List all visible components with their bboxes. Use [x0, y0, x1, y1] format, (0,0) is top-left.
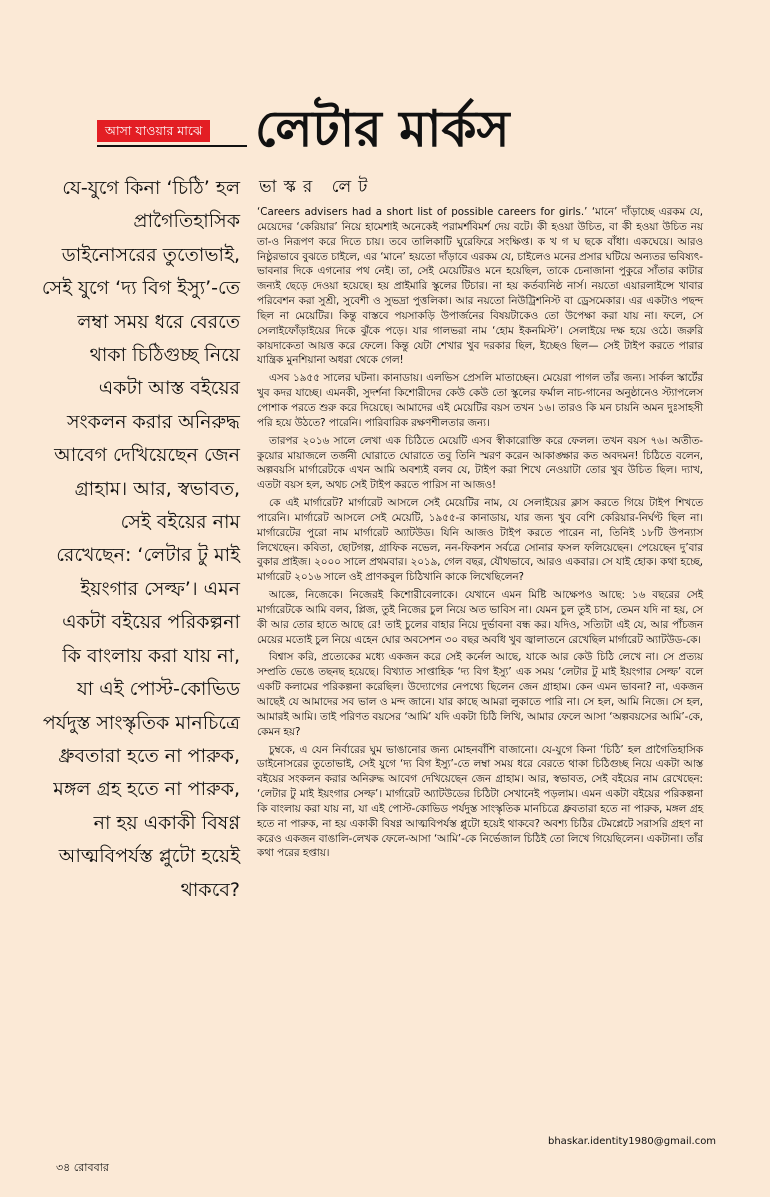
article-paragraph: চুম্বকে, এ যেন নির্বারের ঘুম ভাঙানোর জন্য মোহনবাঁশি বাজানো। যে-যুগে কিনা ‘চিঠি’ হল প্রাগৈতিহাসিক ডাইনোসরের তুতোভাই, সেই যুগে ‘দ্য বিগ ইস্যু’-তে লম্বা সময় ধরে বেরতে থাকা চিঠিগুচ্ছ নিয়ে একটা আস্ত বইয়ের সংকলন করার অনিরুদ্ধ আবেগ দেখিয়েছেন জেন গ্রাহাম। আর, স্বভাবত, সেই বইয়ের নাম রেখেছেন: ‘লেটার টু মাই ইয়ংগার সেল্ফ’। মার্গারেট অ্যাটউডের চিঠিটা সেখানেই পড়লাম। এমন একটা বইয়ের পরিকল্পনা কি বাংলায় করা যায় না, যা এই পোস্ট-কোভিড পর্যদুস্ত সাংস্কৃতিক মানচিত্রে ধ্রুবতারা হতে না পারুক, মঙ্গল গ্রহ হতে না পারুক, না হয় একাকী বিষণ্ণ আত্মবিপর্যস্ত প্লুটো হয়েই থাকবে? অবশ্য চিঠির টেমপ্লেটে সরাসরি গ্রহণ না করেও একজন বাঙালি-লেখক ফেলে-আসা ‘আমি’-কে নির্ভেজাল চিঠিই তো লিখে গিয়েছিলেন। একটানা। তাঁর কথা পরের হপ্তায়। — [257, 743, 703, 860]
page-footer: ৩৪ রোববার — [56, 1161, 109, 1174]
article-paragraph: কে এই মার্গারেট? মার্গারেট আসলে সেই মেয়েটির নাম, যে সেলাইয়ের ক্লাস করতে গিয়ে টাইপ শিখতে পারেনি। মার্গারেট আসলে সেই মেয়েটি, ১৯৫৫-র কানাডায়, যার জন্য খুব বেশি কেরিয়ার-নির্ঘণ্ট ছিল না। মার্গারেটের পুরো নাম মার্গারেট অ্যাটউড। যিনি আজও টাইপ করতে পারেন না, তিনিই ১৮টি উপন্যাস লিখেছেন। কবিতা, ছোটগল্প, গ্রাফিক নভেল, নন-ফিকশন সর্বত্রে সোনার ফসল ফলিয়েছেন। পেয়েছেন দু’বার বুকার প্রাইজ। ২০০০ সালে প্রথমবার। ২০১৯, গেল বছর, যৌথভাবে, আরও একবার। সে যাই হোক। কথা হচ্ছে, মার্গারেট ২০১৬ সালে ওই প্রাণকবুল চিঠিখানি কাকে লিখেছিলেন? — [257, 497, 703, 584]
article-paragraph: এসব ১৯৫৫ সালের ঘটনা। কানাডায়। এলভিস প্রেসলি মাতাচ্ছেন। মেয়েরা পাগল তাঁর জন্য। সার্কল স্কার্টের খুব কদর যাচ্ছে। এমনকী, সুদর্শনা কিশোরীদের কেউ কেউ তো স্কুলের ফর্মাল নাচ-গানের অনুষ্ঠানেও স্ট্যাপলেস পোশাক পরতে শুরু করে দিয়েছে। আমাদের এই মেয়েটির বয়স তখন ১৬। তারও কি মন চায়নি অমন দুঃসাহসী পরি হয়ে উঠতে? পারেনি। পারিবারিক রক্ষণশীলতার জন্য। — [257, 372, 703, 429]
article-paragraph: বিশ্বাস করি, প্রত্যেকের মধ্যে একজন করে সেই কর্নেল আছে, যাকে আর কেউ চিঠি লেখে না। সে প্রত্যয় সম্প্রতি ভেঙে তছনছ হয়েছে। বিখ্যাত সাপ্তাহিক ‘দ্য বিগ ইস্যু’ এক সময় ‘লেটার টু মাই ইয়ংগার সেল্ফ’ বলে একটি কলামের পরিকল্পনা করেছিল। উদ্যোগের নেপথ্যে ছিলেন জেন গ্রাহাম। কেন এমন ভাবনা? না, একজন আছেই যে আমাদের সব ভাল ও মন্দ জানে। যার কাছে আমরা লুকাতে পারি না। সে হল, আমি নিজে। সে হল, আমারই আমি। তাই পরিণত বয়সের ‘আমি’ যদি একটা চিঠি লিখি, আমার ফেলে আসা ‘অল্পবয়সের আমি’-কে, কেমন হয়? — [257, 651, 703, 738]
article-body — [257, 205, 703, 864]
article-paragraph: তারপর ২০১৬ সালে লেখা এক চিঠিতে মেয়েটি এসব স্বীকারোক্তি করে ফেলল। তখন বয়স ৭৬। অতীত-কুয়োর মায়াজলে তর্জনী ঘোরাতে ঘোরাতে তবু তিনি স্মরণ করেন আকাঙ্ক্ষার কত অবদমন! চিঠিতে বলেন, অল্পবয়সি মার্গারেটকে এখন আমি অবশ্যই বলব যে, টাইপ করা শিখে নেওয়াটা তোর খুব উচিত ছিল। দ্যাখ, এতটা বয়স হল, অথচ সেই টাইপ করতে পারিস না আজও! — [257, 434, 703, 492]
author-email[interactable]: bhaskar.identity1980@gmail.com — [548, 1136, 717, 1147]
article-paragraph: আজ্ঞে, নিজেকে। নিজেরই কিশোরীবেলাকে। যেখানে এমন মিষ্টি আক্ষেপও আছে: ১৬ বছরের সেই মার্গারেটকে আমি বলব, প্লিজ, তুই নিজের চুল নিয়ে অত ভাবিস না। যেমন চুল তুই চাস, তেমন যদি না হয়, সে কী আর তোর হাতে আছে রে! তাই চুলের বাহার নিয়ে দুর্ভাবনা বন্ধ কর। যদিও, সত্যিটা এই যে, আর পাঁচজন মেয়ের মতোই চুল নিয়ে এহেন ঘোর অবসেশন ৩০ বছর অবধি খুব জ্বালাতনে রেখেছিল মার্গারেট অ্যাটউড-কে। — [257, 589, 703, 646]
column-tag: আসা যাওয়ার মাঝে — [97, 120, 210, 142]
pull-quote: যে-যুগে কিনা ‘চিঠি’ হল প্রাগৈতিহাসিক ডাইনোসরের তুতোভাই, সেই যুগে ‘দ্য বিগ ইস্যু’-তে লম্বা সময় ধরে বেরতে থাকা চিঠিগুচ্ছ নিয়ে একটা আস্ত বইয়ের সংকলন করার অনিরুদ্ধ আবেগ দেখিয়েছেন জেন গ্রাহাম। আর, স্বভাবত, সেই বইয়ের নাম রেখেছেন: ‘লেটার টু মাই ইয়ংগার সেল্ফ’। এমন একটা বইয়ের পরিকল্পনা কি বাংলায় করা যায় না, যা এই পোস্ট-কোভিড পর্যদুস্ত সাংস্কৃতিক মানচিত্রে ধ্রুবতারা হতে না পারুক, মঙ্গল গ্রহ হতে না পারুক, না হয় একাকী বিষণ্ণ আত্মবিপর্যস্ত প্লুটো হয়েই থাকবে? — [41, 177, 240, 901]
author-byline: ভাস্কর লেট — [259, 177, 375, 197]
page-title: লেটার মার্কস — [255, 100, 510, 158]
article-paragraph: ‘Careers advisers had a short list of possible careers for girls.’ ‘মানে’ দাঁড়াচ্ছে এরকম যে, মেয়েদের ‘কেরিয়ার’ নিয়ে হামেশাই অনেকেই পরামর্শবিমর্শ দেয় বটে। কী হওয়া উচিত, বা কী হওয়া উচিত নয় তা-ও নিরূপণ করে দিতে চায়। তবে তালিকাটি ঘুরেফিরে সংক্ষিপ্ত। ক খ গ ঘ ছকে বাঁধা। একঘেয়ে। আরও নিষ্ঠুরভাবে বুঝতে চাইলে, এর ‘মানে’ হয়তো দাঁড়াবে এরকম যে, চাইলেও মনের প্রসার ঘটিয়ে অন্যতর ভবিষ্যৎ-ভাবনার দিকে এগনোর পথ নেই। তা, সেই মেয়েটিরও মনে হয়েছিল, তাকে চেনাজানা পুকুরে সাঁতার কাটার জন্যই ছেড়ে দেওয়া হয়েছে। হয় প্রাইমারি স্কুলের টিচার। না হয় কর্তব্যনিষ্ঠ নার্স। নয়তো এয়ারলাইন্সে খাবার পরিবেশন করা সুশ্রী, সুবেশী ও সুভদ্রা পুত্তলিকা। আর নয়তো নিউট্রিশনিস্ট বা ড্রেসমেকার। এর একটাও পছন্দ ছিল না মেয়েটির। কিন্তু বাস্তবে পয়সাকড়ি উপার্জনের বিষয়টাকেও তো উপেক্ষা করা যায় না। ফলে, সে সেলাইফোঁড়াইয়ের দিকে ঝুঁকে পড়ে। যার গালভরা নাম ‘হোম ইকনমিস্ট’। সেলাইয়ে দক্ষ হয়ে ওঠে। জরুরি কায়দাকেতা আয়ত্ত করে ফেলে। কিন্তু যেটা শেখার খুব দরকার ছিল, ইচ্ছেও ছিল— সেই টাইপ করতে পারার যান্ত্রিক মুনশিয়ানা অধরা থেকে গেল! — [257, 206, 703, 367]
tag-underline — [97, 145, 247, 147]
